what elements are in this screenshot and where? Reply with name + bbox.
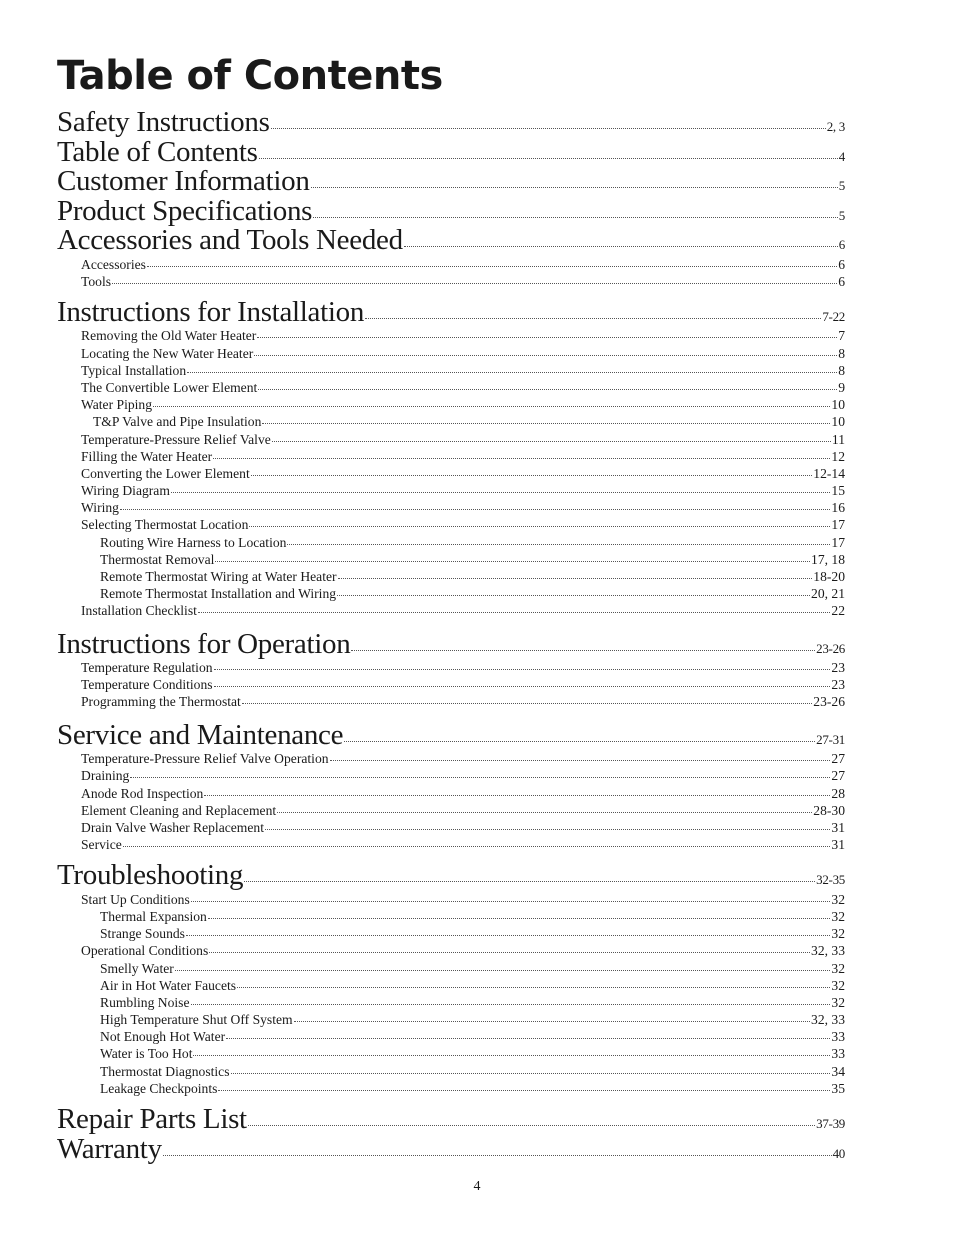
dot-leader — [187, 372, 837, 373]
table-of-contents — [57, 108, 845, 1164]
toc-entry-label: Element Cleaning and Replacement — [81, 802, 277, 818]
dot-leader — [257, 337, 837, 338]
toc-entry-label: Draining — [81, 768, 130, 784]
toc-entry-pages: 12 — [831, 448, 845, 464]
dot-leader — [215, 561, 810, 562]
toc-entry-label: Safety Instructions — [57, 106, 270, 138]
toc-subentry — [57, 585, 845, 602]
toc-entry-label: Customer Information — [57, 165, 310, 197]
toc-entry-pages: 32, 33 — [811, 943, 845, 959]
toc-entry-pages: 32 — [831, 891, 845, 907]
toc-entry-pages: 28 — [831, 785, 845, 801]
toc-entry-pages: 32 — [831, 926, 845, 942]
dot-leader — [244, 881, 815, 882]
toc-entry-label: Remote Thermostat Wiring at Water Heater — [100, 569, 337, 584]
toc-subentry — [57, 465, 845, 482]
dot-leader — [330, 760, 831, 761]
toc-entry-label: Drain Valve Washer Replacement — [81, 819, 264, 835]
toc-entry-label: Tools — [81, 273, 112, 289]
toc-section-entry — [57, 627, 845, 660]
toc-section-entry — [57, 135, 845, 168]
toc-entry-label: Filling the Water Heater — [81, 448, 213, 464]
toc-entry-pages: 7-22 — [822, 308, 845, 324]
toc-entry-label: Warranty — [57, 1132, 162, 1165]
toc-entry-label: Typical Installation — [81, 362, 187, 378]
toc-entry-label: Temperature-Pressure Relief Valve — [81, 431, 271, 447]
dot-leader — [251, 475, 813, 476]
toc-subentry — [57, 602, 845, 619]
toc-entry-pages: 6 — [838, 256, 845, 272]
toc-entry-label: Start Up Conditions — [81, 891, 190, 907]
toc-section-entry — [57, 1105, 845, 1135]
dot-leader — [294, 1021, 810, 1022]
toc-entry-label: Thermostat Diagnostics — [100, 1063, 230, 1079]
dot-leader — [193, 1055, 830, 1056]
toc-section-entry — [57, 194, 845, 227]
toc-entry-label: Repair Parts List — [57, 1103, 247, 1135]
toc-entry-label: Temperature-Pressure Relief Valve Operation — [81, 751, 329, 767]
toc-subentry — [57, 659, 845, 676]
toc-entry-pages: 11 — [831, 431, 845, 447]
toc-section-entry — [57, 1132, 845, 1165]
toc-entry-label: Troubleshooting — [57, 859, 244, 892]
toc-subentry — [57, 499, 845, 516]
toc-entry-pages: 23 — [831, 677, 845, 693]
toc-entry-pages: 12-14 — [813, 465, 845, 481]
toc-subentry — [57, 568, 845, 585]
toc-entry-pages: 27 — [831, 768, 845, 784]
toc-entry-label: Accessories and Tools Needed — [57, 224, 403, 256]
dot-leader — [313, 217, 838, 218]
dot-leader — [218, 1090, 830, 1091]
toc-entry-label: Water Piping — [81, 397, 153, 413]
dot-leader — [120, 509, 830, 510]
toc-entry-label: Converting the Lower Element — [81, 465, 250, 481]
toc-subentry — [57, 676, 845, 693]
toc-entry-label: Installation Checklist — [81, 603, 197, 619]
toc-entry-label: Thermal Expansion — [100, 908, 207, 924]
toc-entry-pages: 17 — [831, 517, 845, 533]
toc-subentry — [57, 908, 845, 925]
toc-entry-label: Anode Rod Inspection — [81, 785, 204, 801]
toc-section-entry — [57, 718, 845, 751]
dot-leader — [258, 389, 837, 390]
toc-entry-label: Rumbling Noise — [100, 994, 190, 1010]
toc-entry-label: Accessories — [81, 256, 146, 272]
toc-subentry — [57, 802, 845, 819]
toc-entry-label: Air in Hot Water Faucets — [100, 977, 237, 993]
toc-subentry — [57, 448, 845, 465]
toc-subentry — [57, 1028, 845, 1045]
toc-entry-pages: 15 — [831, 483, 845, 499]
toc-subentry — [57, 785, 845, 802]
toc-subentry — [57, 942, 845, 959]
toc-subentry — [57, 1080, 845, 1097]
dot-leader — [338, 578, 813, 579]
toc-entry-pages: 6 — [838, 237, 845, 252]
dot-leader — [311, 187, 838, 188]
toc-entry-label: Routing Wire Harness to Location — [100, 534, 287, 550]
toc-entry-pages: 20, 21 — [811, 586, 845, 602]
toc-subentry — [57, 977, 845, 994]
dot-leader — [249, 526, 830, 527]
dot-leader — [262, 423, 830, 424]
toc-subentry — [57, 379, 845, 396]
toc-subentry — [57, 693, 845, 710]
toc-subentry — [57, 413, 845, 430]
dot-leader — [248, 1125, 815, 1126]
toc-entry-pages: 35 — [831, 1080, 845, 1096]
toc-subentry — [57, 482, 845, 499]
dot-leader — [209, 952, 810, 953]
toc-subentry — [57, 256, 845, 273]
toc-entry-pages: 40 — [832, 1145, 845, 1161]
dot-leader — [130, 777, 830, 778]
toc-subentry — [57, 431, 845, 448]
toc-entry-label: T&P Valve and Pipe Insulation — [93, 414, 262, 430]
toc-entry-label: Service and Maintenance — [57, 718, 344, 751]
toc-section-entry — [57, 861, 845, 891]
toc-section-entry — [57, 295, 845, 328]
dot-leader — [147, 266, 837, 267]
toc-entry-label: Water is Too Hot — [100, 1046, 193, 1062]
toc-entry-pages: 32 — [831, 977, 845, 993]
dot-leader — [404, 246, 838, 247]
toc-entry-label: Thermostat Removal — [100, 551, 215, 567]
dot-leader — [214, 686, 831, 687]
toc-entry-label: Temperature Regulation — [81, 660, 213, 676]
toc-entry-label: Product Specifications — [57, 194, 313, 227]
toc-entry-pages: 8 — [838, 345, 845, 361]
toc-entry-label: Removing the Old Water Heater — [81, 328, 257, 344]
toc-entry-pages: 33 — [831, 1029, 845, 1045]
toc-subentry — [57, 362, 845, 379]
toc-entry-label: Leakage Checkpoints — [100, 1080, 218, 1096]
dot-leader — [153, 406, 830, 407]
toc-entry-label: Instructions for Operation — [57, 627, 351, 660]
toc-entry-label: Smelly Water — [100, 960, 174, 976]
toc-section-entry — [57, 167, 845, 197]
toc-subentry — [57, 960, 845, 977]
toc-subentry — [57, 994, 845, 1011]
dot-leader — [351, 650, 815, 651]
dot-leader — [163, 1155, 832, 1156]
dot-leader — [259, 158, 838, 159]
toc-entry-label: Selecting Thermostat Location — [81, 517, 249, 533]
toc-subentry — [57, 327, 845, 344]
toc-entry-label: Table of Contents — [57, 135, 258, 168]
dot-leader — [271, 128, 826, 129]
toc-entry-label: Locating the New Water Heater — [81, 345, 254, 361]
toc-entry-pages: 5 — [838, 207, 845, 223]
dot-leader — [231, 1073, 831, 1074]
page-number: 4 — [473, 1179, 481, 1194]
toc-subentry — [57, 534, 845, 551]
toc-subentry — [57, 836, 845, 853]
toc-entry-pages: 23 — [831, 660, 845, 676]
toc-entry-pages: 34 — [831, 1063, 845, 1079]
toc-section-entry — [57, 108, 845, 138]
toc-subentry — [57, 345, 845, 362]
toc-subentry — [57, 1063, 845, 1080]
toc-entry-pages: 32 — [831, 960, 845, 976]
toc-subentry — [57, 1045, 845, 1062]
toc-subentry — [57, 750, 845, 767]
toc-entry-label: Instructions for Installation — [57, 295, 365, 328]
toc-entry-pages: 27 — [831, 751, 845, 767]
dot-leader — [123, 846, 831, 847]
toc-entry-label: The Convertible Lower Element — [81, 379, 258, 395]
toc-entry-pages: 6 — [838, 273, 845, 289]
dot-leader — [186, 935, 830, 936]
dot-leader — [213, 458, 830, 459]
dot-leader — [344, 741, 815, 742]
toc-subentry — [57, 396, 845, 413]
dot-leader — [191, 901, 831, 902]
dot-leader — [112, 283, 837, 284]
dot-leader — [287, 544, 830, 545]
dot-leader — [265, 829, 830, 830]
dot-leader — [272, 441, 831, 442]
toc-subentry — [57, 891, 845, 908]
toc-entry-pages: 5 — [838, 178, 845, 193]
toc-entry-label: Wiring — [81, 500, 119, 516]
toc-entry-pages: 4 — [838, 148, 845, 164]
page-title: Table of Contents — [57, 53, 443, 99]
toc-entry-label: Operational Conditions — [81, 943, 209, 959]
toc-entry-pages: 10 — [831, 414, 845, 430]
toc-entry-pages: 28-30 — [813, 802, 845, 818]
dot-leader — [237, 987, 830, 988]
toc-entry-pages: 16 — [831, 500, 845, 516]
dot-leader — [254, 355, 837, 356]
toc-subentry — [57, 925, 845, 942]
dot-leader — [277, 812, 812, 813]
dot-leader — [208, 918, 831, 919]
toc-entry-pages: 17, 18 — [811, 551, 845, 567]
toc-entry-pages: 8 — [838, 362, 845, 378]
dot-leader — [226, 1038, 830, 1039]
dot-leader — [204, 795, 830, 796]
toc-subentry — [57, 819, 845, 836]
toc-entry-pages: 22 — [831, 603, 845, 619]
toc-section-entry — [57, 226, 845, 256]
dot-leader — [242, 703, 812, 704]
toc-entry-label: Not Enough Hot Water — [100, 1029, 226, 1045]
toc-subentry — [57, 1011, 845, 1028]
toc-subentry — [57, 767, 845, 784]
toc-entry-pages: 23-26 — [813, 694, 845, 710]
toc-entry-pages: 31 — [831, 837, 845, 853]
dot-leader — [171, 492, 830, 493]
toc-entry-label: Wiring Diagram — [81, 483, 170, 499]
toc-subentry — [57, 273, 845, 290]
toc-entry-pages: 27-31 — [816, 731, 845, 747]
toc-entry-pages: 33 — [831, 1046, 845, 1062]
toc-entry-pages: 9 — [838, 379, 845, 395]
toc-entry-pages: 23-26 — [816, 640, 845, 656]
toc-entry-label: Strange Sounds — [100, 926, 185, 942]
toc-entry-pages: 32 — [831, 908, 845, 924]
toc-entry-pages: 7 — [838, 328, 845, 344]
dot-leader — [214, 669, 831, 670]
toc-entry-label: Temperature Conditions — [81, 677, 213, 693]
toc-entry-pages: 32, 33 — [811, 1012, 845, 1028]
toc-subentry — [57, 551, 845, 568]
dot-leader — [198, 612, 831, 613]
toc-entry-label: Service — [81, 837, 122, 853]
toc-entry-pages: 32-35 — [816, 872, 845, 888]
toc-entry-pages: 31 — [831, 819, 845, 835]
toc-entry-label: High Temperature Shut Off System — [100, 1012, 293, 1028]
toc-entry-label: Programming the Thermostat — [81, 694, 241, 710]
toc-subentry — [57, 516, 845, 533]
dot-leader — [337, 595, 810, 596]
toc-entry-label: Remote Thermostat Installation and Wiring — [100, 586, 337, 602]
toc-entry-pages: 10 — [831, 397, 845, 413]
dot-leader — [175, 970, 831, 971]
toc-entry-pages: 32 — [831, 994, 845, 1010]
toc-entry-pages: 18-20 — [813, 569, 845, 584]
toc-entry-pages: 17 — [831, 534, 845, 550]
toc-entry-pages: 2, 3 — [826, 119, 845, 134]
dot-leader — [365, 318, 821, 319]
toc-entry-pages: 37-39 — [816, 1116, 845, 1131]
dot-leader — [191, 1004, 831, 1005]
